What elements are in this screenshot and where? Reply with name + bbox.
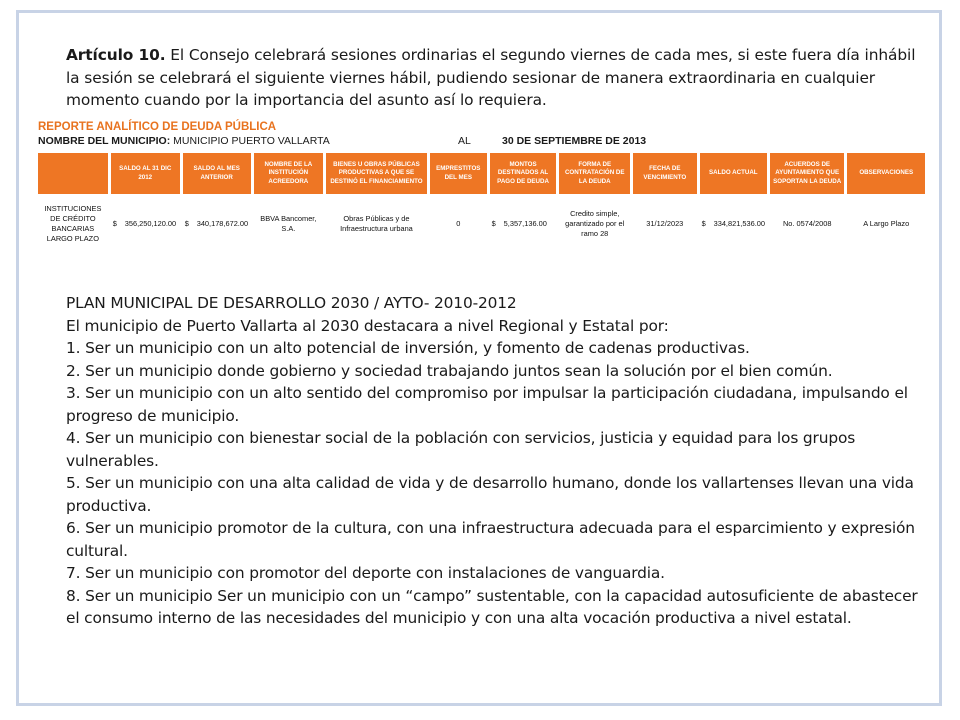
- plan-item: 5. Ser un municipio con una alta calidad de vida y de desarrollo humano, donde los vallartenses llevan una vida productiva.: [66, 474, 914, 515]
- currency-symbol: $: [112, 219, 117, 228]
- table-row: [38, 194, 925, 254]
- debt-report: [38, 120, 928, 254]
- header-cell: SALDO ACTUAL: [700, 153, 767, 194]
- article-heading: Artículo 10.: [66, 46, 166, 64]
- cell-vencimiento: 31/12/2023: [646, 219, 684, 228]
- municipio-value: MUNICIPIO PUERTO VALLARTA: [170, 135, 330, 147]
- header-cell: NOMBRE DE LA INSTITUCIÓN ACREEDORA: [254, 153, 323, 194]
- cell-forma: Credito simple, garantizado por el ramo 28: [565, 209, 625, 238]
- report-subtitle: [38, 134, 928, 150]
- article-body: El Consejo celebrará sesiones ordinarias el segundo viernes de cada mes, si este fuera día inhábil la sesión se celebrará el siguiente viernes hábil, pudiendo sesionar de manera extraordinaria en cualquier momento cuando por la importancia del asunto así lo requiera.: [66, 46, 916, 109]
- saldo-2012-value: 356,250,120.00: [124, 219, 177, 228]
- header-cell: SALDO AL 31 DIC 2012: [111, 153, 180, 194]
- plan-item: 6. Ser un municipio promotor de la cultura, con una infraestructura adecuada para el esparcimiento y expresión cultural.: [66, 519, 915, 560]
- plan-item: 7. Ser un municipio con promotor del deporte con instalaciones de vanguardia.: [66, 564, 665, 582]
- cell-institucion: BBVA Bancomer, S.A.: [260, 214, 317, 233]
- saldo-actual-value: 334,821,536.00: [713, 219, 765, 228]
- header-cell: FORMA DE CONTRATACIÓN DE LA DEUDA: [559, 153, 630, 194]
- cell-observaciones: A Largo Plazo: [863, 219, 910, 228]
- header-cell: ACUERDOS DE AYUNTAMIENTO QUE SOPORTAN LA DEUDA: [770, 153, 844, 194]
- saldo-anterior-value: 340,178,672.00: [196, 219, 249, 228]
- plan-title: PLAN MUNICIPAL DE DESARROLLO 2030 / AYTO- 2010-2012: [66, 294, 517, 312]
- municipio-label: NOMBRE DEL MUNICIPIO:: [38, 135, 171, 147]
- cell-saldo-anterior: [183, 194, 251, 254]
- report-title: REPORTE ANALÍTICO DE DEUDA PÚBLICA: [38, 121, 277, 133]
- cell-saldo-2012: [111, 194, 180, 254]
- report-date: 30 DE SEPTIEMBRE DE 2013: [502, 135, 647, 147]
- header-cell: EMPRESTITOS DEL MES: [430, 153, 487, 194]
- cell-montos: [490, 194, 557, 254]
- header-cell: MONTOS DESTINADOS AL PAGO DE DEUDA: [490, 153, 557, 194]
- currency-symbol: $: [491, 219, 496, 228]
- debt-table: [35, 153, 928, 254]
- header-cell: BIENES U OBRAS PÚBLICAS PRODUCTIVAS A QUE SE DESTINÓ EL FINANCIAMIENTO: [326, 153, 427, 194]
- plan-municipal-text: [66, 292, 926, 630]
- plan-item: 3. Ser un municipio con un alto sentido del compromiso por impulsar la participación ciudadana, impulsando el progreso de municipio.: [66, 384, 908, 425]
- table-header-row: [38, 153, 925, 194]
- cell-emprestitos: 0: [456, 219, 461, 228]
- plan-item: 8. Ser un municipio Ser un municipio con un “campo” sustentable, con la capacidad autosuficiente de abastecer el consumo interno de las necesidades del municipio y con una alta vocación productiva a nivel estatal.: [66, 586, 918, 627]
- cell-acuerdos: No. 0574/2008: [782, 219, 832, 228]
- plan-item: 1. Ser un municipio con un alto potencial de inversión, y fomento de cadenas productivas.: [66, 339, 750, 357]
- cell-saldo-actual: [700, 194, 767, 254]
- header-cell: FECHA DE VENCIMIENTO: [633, 153, 697, 194]
- al-label: AL: [458, 135, 471, 147]
- montos-value: 5,357,136.00: [503, 219, 547, 228]
- currency-symbol: $: [184, 219, 189, 228]
- article-10-paragraph: [66, 44, 916, 112]
- currency-symbol: $: [701, 219, 706, 228]
- cell-tipo: INSTITUCIONES DE CRÉDITO BANCARIAS LARGO PLAZO: [44, 204, 102, 243]
- plan-item: 2. Ser un municipio donde gobierno y sociedad trabajando juntos sean la solución por el bien común.: [66, 361, 833, 380]
- header-cell: SALDO AL MES ANTERIOR: [183, 153, 251, 194]
- header-cell: OBSERVACIONES: [847, 153, 925, 194]
- plan-item: 4. Ser un municipio con bienestar social de la población con servicios, justicia y equidad para los grupos vulnerables.: [66, 429, 856, 470]
- cell-obras: Obras Públicas y de Infraestructura urbana: [340, 214, 413, 233]
- plan-intro: El municipio de Puerto Vallarta al 2030 destacara a nivel Regional y Estatal por:: [66, 316, 669, 335]
- header-cell: [38, 153, 108, 194]
